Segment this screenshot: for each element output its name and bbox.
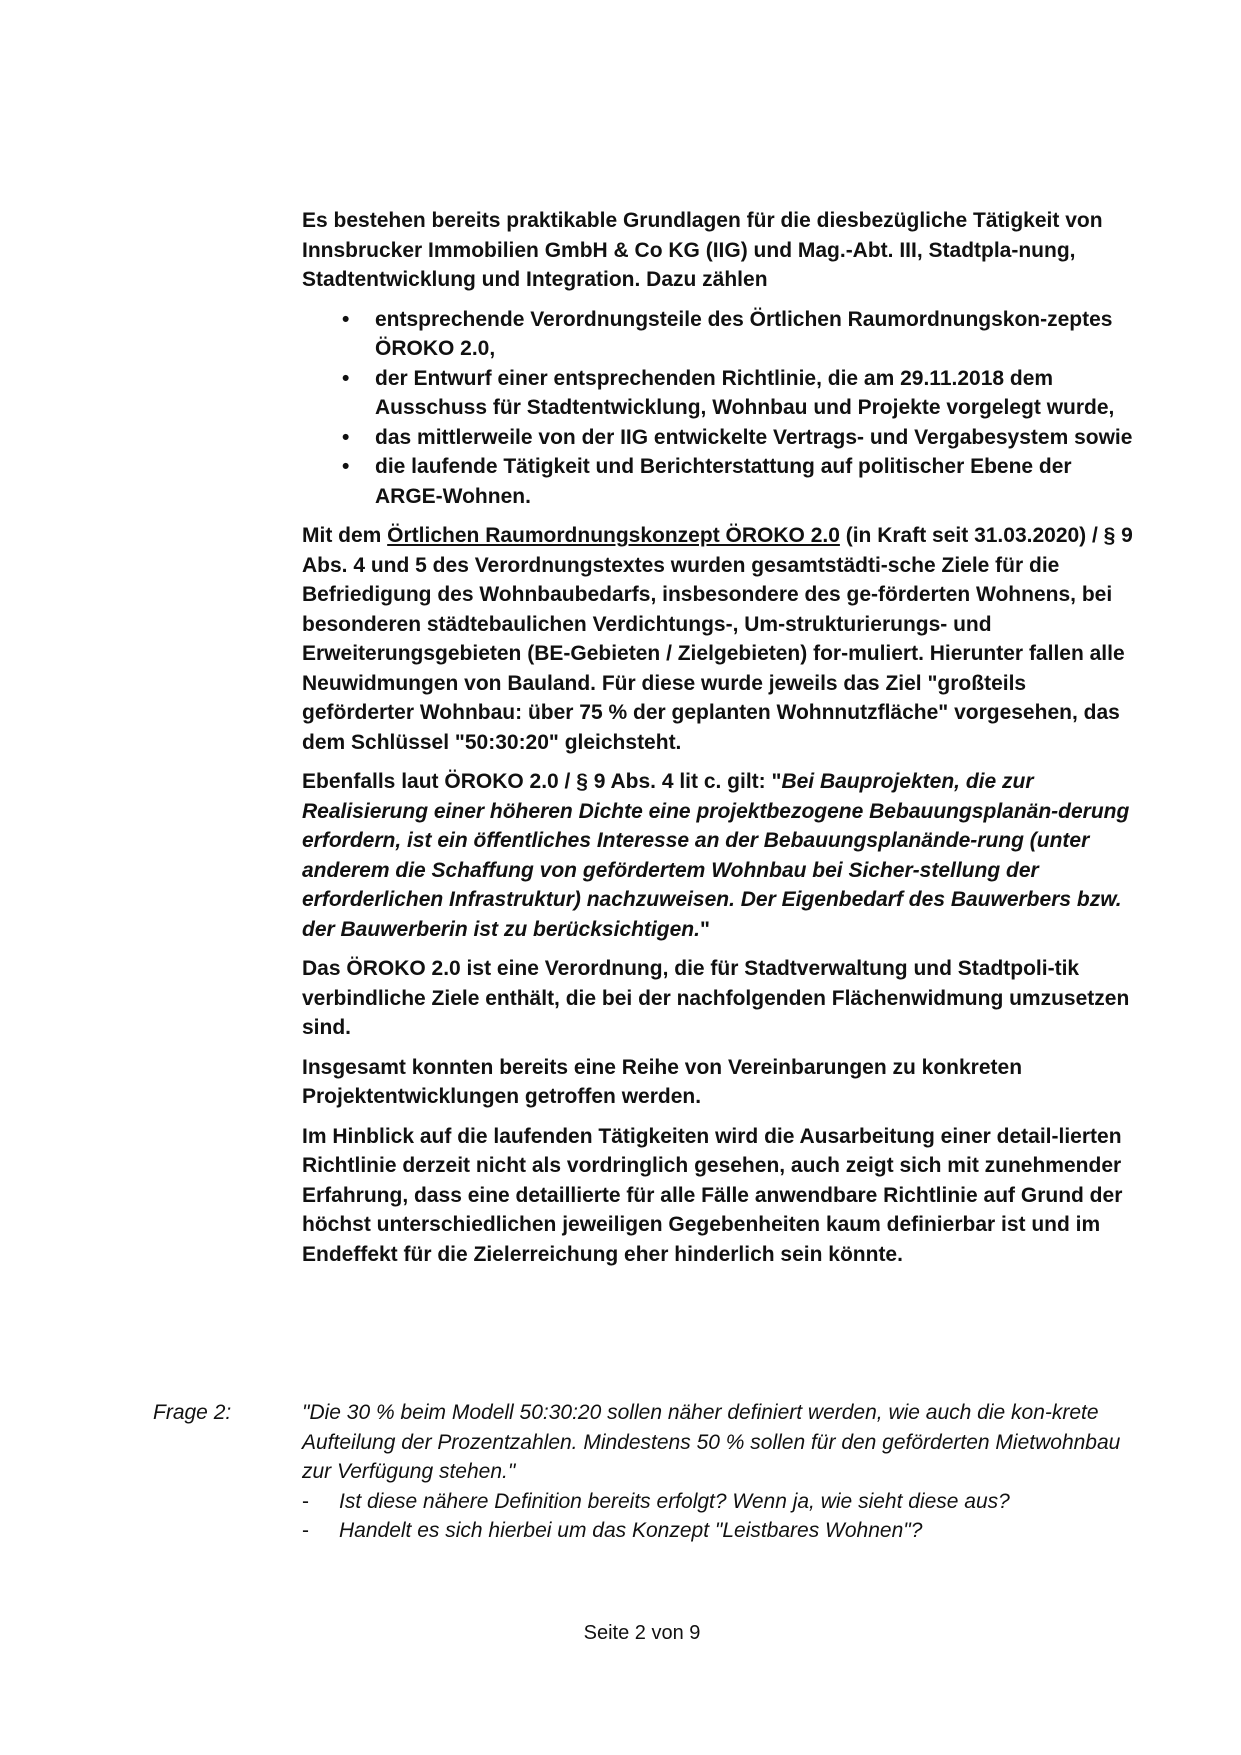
richtlinie-paragraph: Im Hinblick auf die laufenden Tätigkeiten wird die Ausarbeitung einer detail-lierten Richtlinie derzeit nicht als vordringlich gesehen, auch zeigt sich mit zunehmender Erfahrung, dass eine detaillierte für alle Fälle anwendbare Richtlinie auf Grund der höchst unterschiedlichen jeweiligen Gegebenheiten kaum definierbar ist und im Endeffekt für die Zielerreichung eher hinderlich sein könnte. [302, 1124, 1123, 1266]
oroko-paragraph: Mit dem Örtlichen Raumordnungskonzept ÖROKO 2.0 (in Kraft seit 31.03.2020) / § 9 Abs. 4 und 5 des Verordnungstextes wurden gesamtstädti-sche Ziele für die Befriedigung des Wohnbaubedarfs, insbesondere des ge-förderten Wohnens, bei besonderen städtebaulichen Verdichtungs-, Um-strukturierungs- und Erweiterungsgebieten (BE-Gebieten / Zielgebieten) for-muliert. Hierunter fallen alle Neuwidmungen von Bauland. Für diese wurde jeweils das Ziel "großteils geförderter Wohnbau: über 75 % der geplanten Wohnnutzfläche" vorgesehen, das dem Schlüssel "50:30:20" gleichsteht. [302, 524, 1133, 754]
dash-icon: - [302, 1519, 309, 1542]
page-number-footer: Seite 2 von 9 [583, 1622, 701, 1644]
bullet-icon: • [342, 455, 350, 478]
list-item: • entsprechende Verordnungsteile des Örtlichen Raumordnungskon-zeptes ÖROKO 2.0, [302, 305, 1134, 364]
question-label: Frage 2: [153, 1401, 232, 1424]
question-sub-list [302, 1487, 1134, 1546]
bullet-icon: • [342, 307, 350, 331]
list-item: • die laufende Tätigkeit und Berichterstattung auf politischer Ebene der ARGE-Wohnen. [302, 452, 1134, 511]
answer-body [302, 206, 1134, 1279]
list-item: - Handelt es sich hierbei um das Konzept "Leistbares Wohnen"? [302, 1516, 1134, 1546]
bullet-icon: • [342, 366, 350, 390]
list-item: - Ist diese nähere Definition bereits erfolgt? Wenn ja, wie sieht diese aus? [302, 1487, 1134, 1517]
list-item: • das mittlerweile von der IIG entwickelte Vertrags- und Vergabesystem sowie [302, 423, 1134, 453]
question-body [302, 1398, 1134, 1546]
list-item: • der Entwurf einer entsprechenden Richtlinie, die am 29.11.2018 dem Ausschuss für Stadtentwicklung, Wohnbau und Projekte vorgelegt wurde, [302, 364, 1134, 423]
bullet-list [302, 305, 1134, 512]
bullet-icon: • [342, 425, 350, 449]
oroko-link[interactable]: Örtlichen Raumordnungskonzept ÖROKO 2.0 [387, 524, 840, 547]
intro-paragraph: Es bestehen bereits praktikable Grundlagen für die diesbezügliche Tätigkeit von Innsbrucker Immobilien GmbH & Co KG (IIG) und Mag.-Abt. III, Stadtpla-nung, Stadtentwicklung und Integration. Dazu zählen [302, 209, 1103, 291]
quote-text: Bei Bauprojekten, die zur Realisierung einer höheren Dichte eine projektbezogene Bebauungsplanän-derung erfordern, ist ein öffentliches Interesse an der Bebauungsplanände-rung (unter anderem die Schaffung von gefördertem Wohnbau bei Sicher-stellung der erforderlichen Infrastruktur) nachzuweisen. Der Eigenbedarf des Bauwerbers bzw. der Bauwerberin ist zu berücksichtigen. [302, 770, 1130, 941]
vereinbarungen-paragraph: Insgesamt konnten bereits eine Reihe von Vereinbarungen zu konkreten Projektentwicklungen getroffen werden. [302, 1055, 1023, 1108]
question-text: "Die 30 % beim Modell 50:30:20 sollen näher definiert werden, wie auch die kon-krete Aufteilung der Prozentzahlen. Mindestens 50 % sollen für den geförderten Mietwohnbau zur Verfügung stehen." [302, 1401, 1121, 1483]
dash-icon: - [302, 1489, 309, 1513]
verordnung-paragraph: Das ÖROKO 2.0 ist eine Verordnung, die für Stadtverwaltung und Stadtpoli-tik verbindliche Ziele enthält, die bei der nachfolgenden Flächenwidmung umzusetzen sind. [302, 957, 1130, 1039]
quote-paragraph: Ebenfalls laut ÖROKO 2.0 / § 9 Abs. 4 lit c. gilt: "Bei Bauprojekten, die zur Realisierung einer höheren Dichte eine projektbezogene Bebauungsplanän-derung erfordern, ist ein öffentliches Interesse an der Bebauungsplanände-rung (unter anderem die Schaffung von gefördertem Wohnbau bei Sicher-stellung der erforderlichen Infrastruktur) nachzuweisen. Der Eigenbedarf des Bauwerbers bzw. der Bauwerberin ist zu berücksichtigen." [302, 770, 1130, 941]
